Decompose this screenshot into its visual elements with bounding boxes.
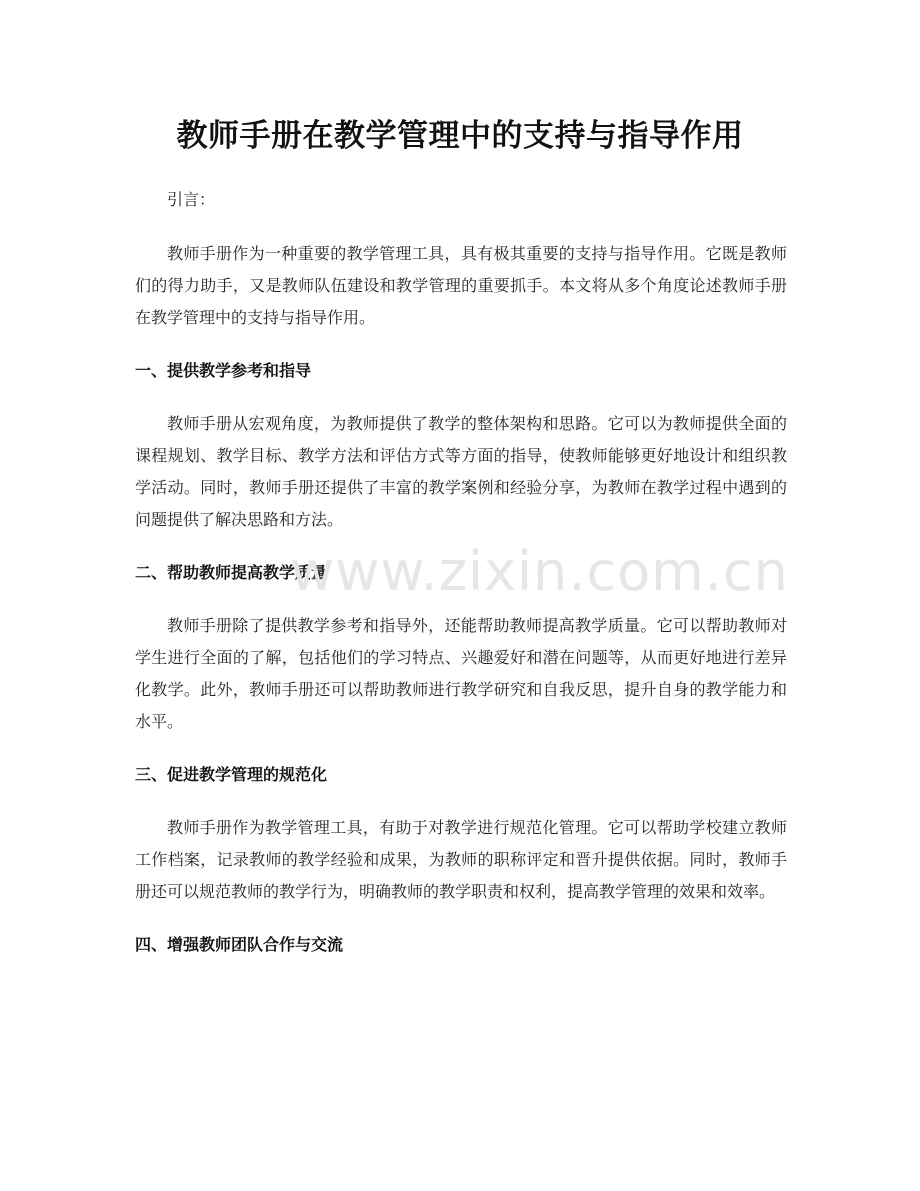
section-heading-4: 四、增强教师团队合作与交流 [135,935,344,954]
section-paragraph-1: 教师手册从宏观角度，为教师提供了教学的整体架构和思路。它可以为教师提供全面的课程规划、教学目标、教学方法和评估方式等方面的指导，使教师能够更好地设计和组织教学活动。同时，教师手册还提供了丰富的教学案例和经验分享，为教师在教学过程中遇到的问题提供了解决思路和方法。 [135,414,787,529]
document-body [135,184,787,982]
section-heading-1: 一、提供教学参考和指导 [135,361,312,380]
document-title: 教师手册在教学管理中的支持与指导作用 [176,118,744,154]
watermark: www.zixin.com.cn [290,540,789,603]
intro-paragraph: 教师手册作为一种重要的教学管理工具，具有极其重要的支持与指导作用。它既是教师们的得力助手，又是教师队伍建设和教学管理的重要抓手。本文将从多个角度论述教师手册在教学管理中的支持与指导作用。 [135,244,787,327]
section-heading-2: 二、帮助教师提高教学质量 [135,563,328,582]
section-paragraph-3: 教师手册作为教学管理工具，有助于对教学进行规范化管理。它可以帮助学校建立教师工作档案，记录教师的教学经验和成果，为教师的职称评定和晋升提供依据。同时，教师手册还可以规范教师的教学行为，明确教师的教学职责和权利，提高教学管理的效果和效率。 [135,818,787,901]
section-paragraph-2: 教师手册除了提供教学参考和指导外，还能帮助教师提高教学质量。它可以帮助教师对学生进行全面的了解，包括他们的学习特点、兴趣爱好和潜在问题等，从而更好地进行差异化教学。此外，教师手册还可以帮助教师进行教学研究和自我反思，提升自身的教学能力和水平。 [135,616,787,731]
section-heading-3: 三、促进教学管理的规范化 [135,765,328,784]
intro-label: 引言： [167,190,216,209]
